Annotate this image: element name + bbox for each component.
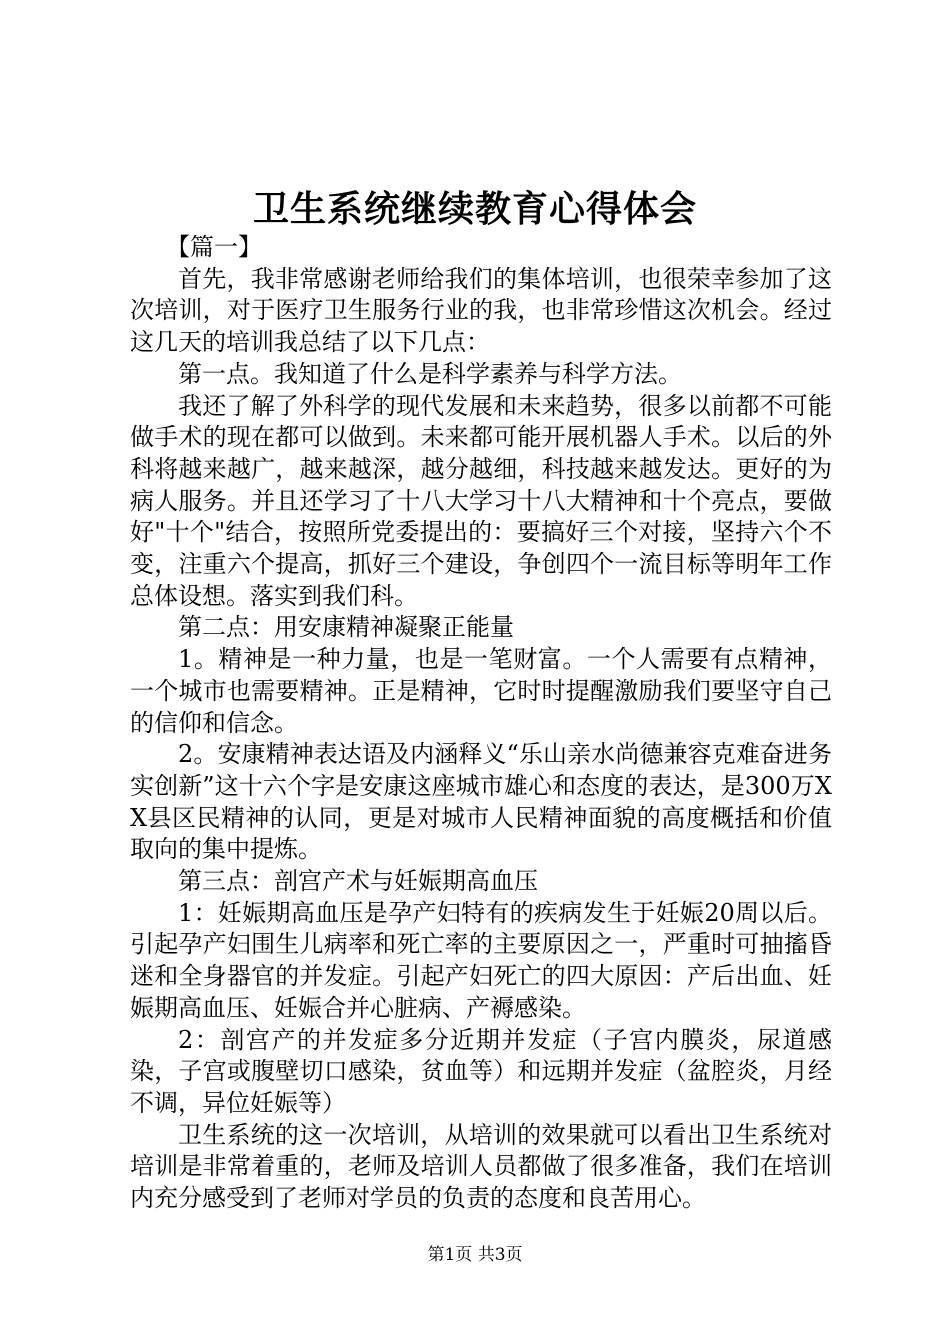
paragraph: 2。安康精神表达语及内涵释义“乐山亲水尚德兼容克难奋进务实创新”这十六个字是安康这座城市雄心和态度的表达，是300万XX县区民精神的认同，更是对城市人民精神面貌的高度概括和价值取向的集中提炼。 [130,740,832,864]
paragraph: 2：剖宫产的并发症多分近期并发症（子宫内膜炎，尿道感染，子宫或腹壁切口感染，贫血等）和远期并发症（盆腔炎，月经不调，异位妊娠等） [130,1025,832,1117]
document-body [130,232,832,1215]
section-label: 【篇一】 [166,233,262,261]
paragraph: 第一点。我知道了什么是科学素养与科学方法。 [178,359,682,388]
document-title: 卫生系统继续教育心得体会 [252,188,697,230]
paragraph: 第三点：剖宫产术与妊娠期高血压 [178,867,538,896]
paragraph: 卫生系统的这一次培训，从培训的效果就可以看出卫生系统对培训是非常着重的，老师及培训人员都做了很多准备，我们在培训内充分感受到了老师对学员的负责的态度和良苦用心。 [130,1120,832,1213]
paragraph: 第二点：用安康精神凝聚正能量 [178,613,514,642]
paragraph: 我还了解了外科学的现代发展和未来趋势，很多以前都不可能做手术的现在都可以做到。未来都可能开展机器人手术。以后的外科将越来越广，越来越深，越分越细，科技越来越发达。更好的为病人服务。并且还学习了十八大学习十八大精神和十个亮点，要做好"十个"结合，按照所党委提出的：要搞好三个对接，坚持六个不变，注重六个提高，抓好三个建设，争创四个一流目标等明年工作总体设想。落实到我们科。 [130,391,832,610]
page-footer: 第1页 共3页 [427,1245,523,1265]
paragraph: 1：妊娠期高血压是孕产妇特有的疾病发生于妊娠20周以后。引起孕产妇围生儿病率和死亡率的主要原因之一，严重时可抽搐昏迷和全身器官的并发症。引起产妇死亡的四大原因：产后出血、妊娠期高血压、妊娠合并心脏病、产褥感染。 [130,898,832,1022]
paragraph: 首先，我非常感谢老师给我们的集体培训，也很荣幸参加了这次培训，对于医疗卫生服务行业的我，也非常珍惜这次机会。经过这几天的培训我总结了以下几点： [130,264,832,357]
paragraph: 1。精神是一种力量，也是一笔财富。一个人需要有点精神，一个城市也需要精神。正是精神，它时时提醒激励我们要坚守自己的信仰和信念。 [130,645,832,737]
